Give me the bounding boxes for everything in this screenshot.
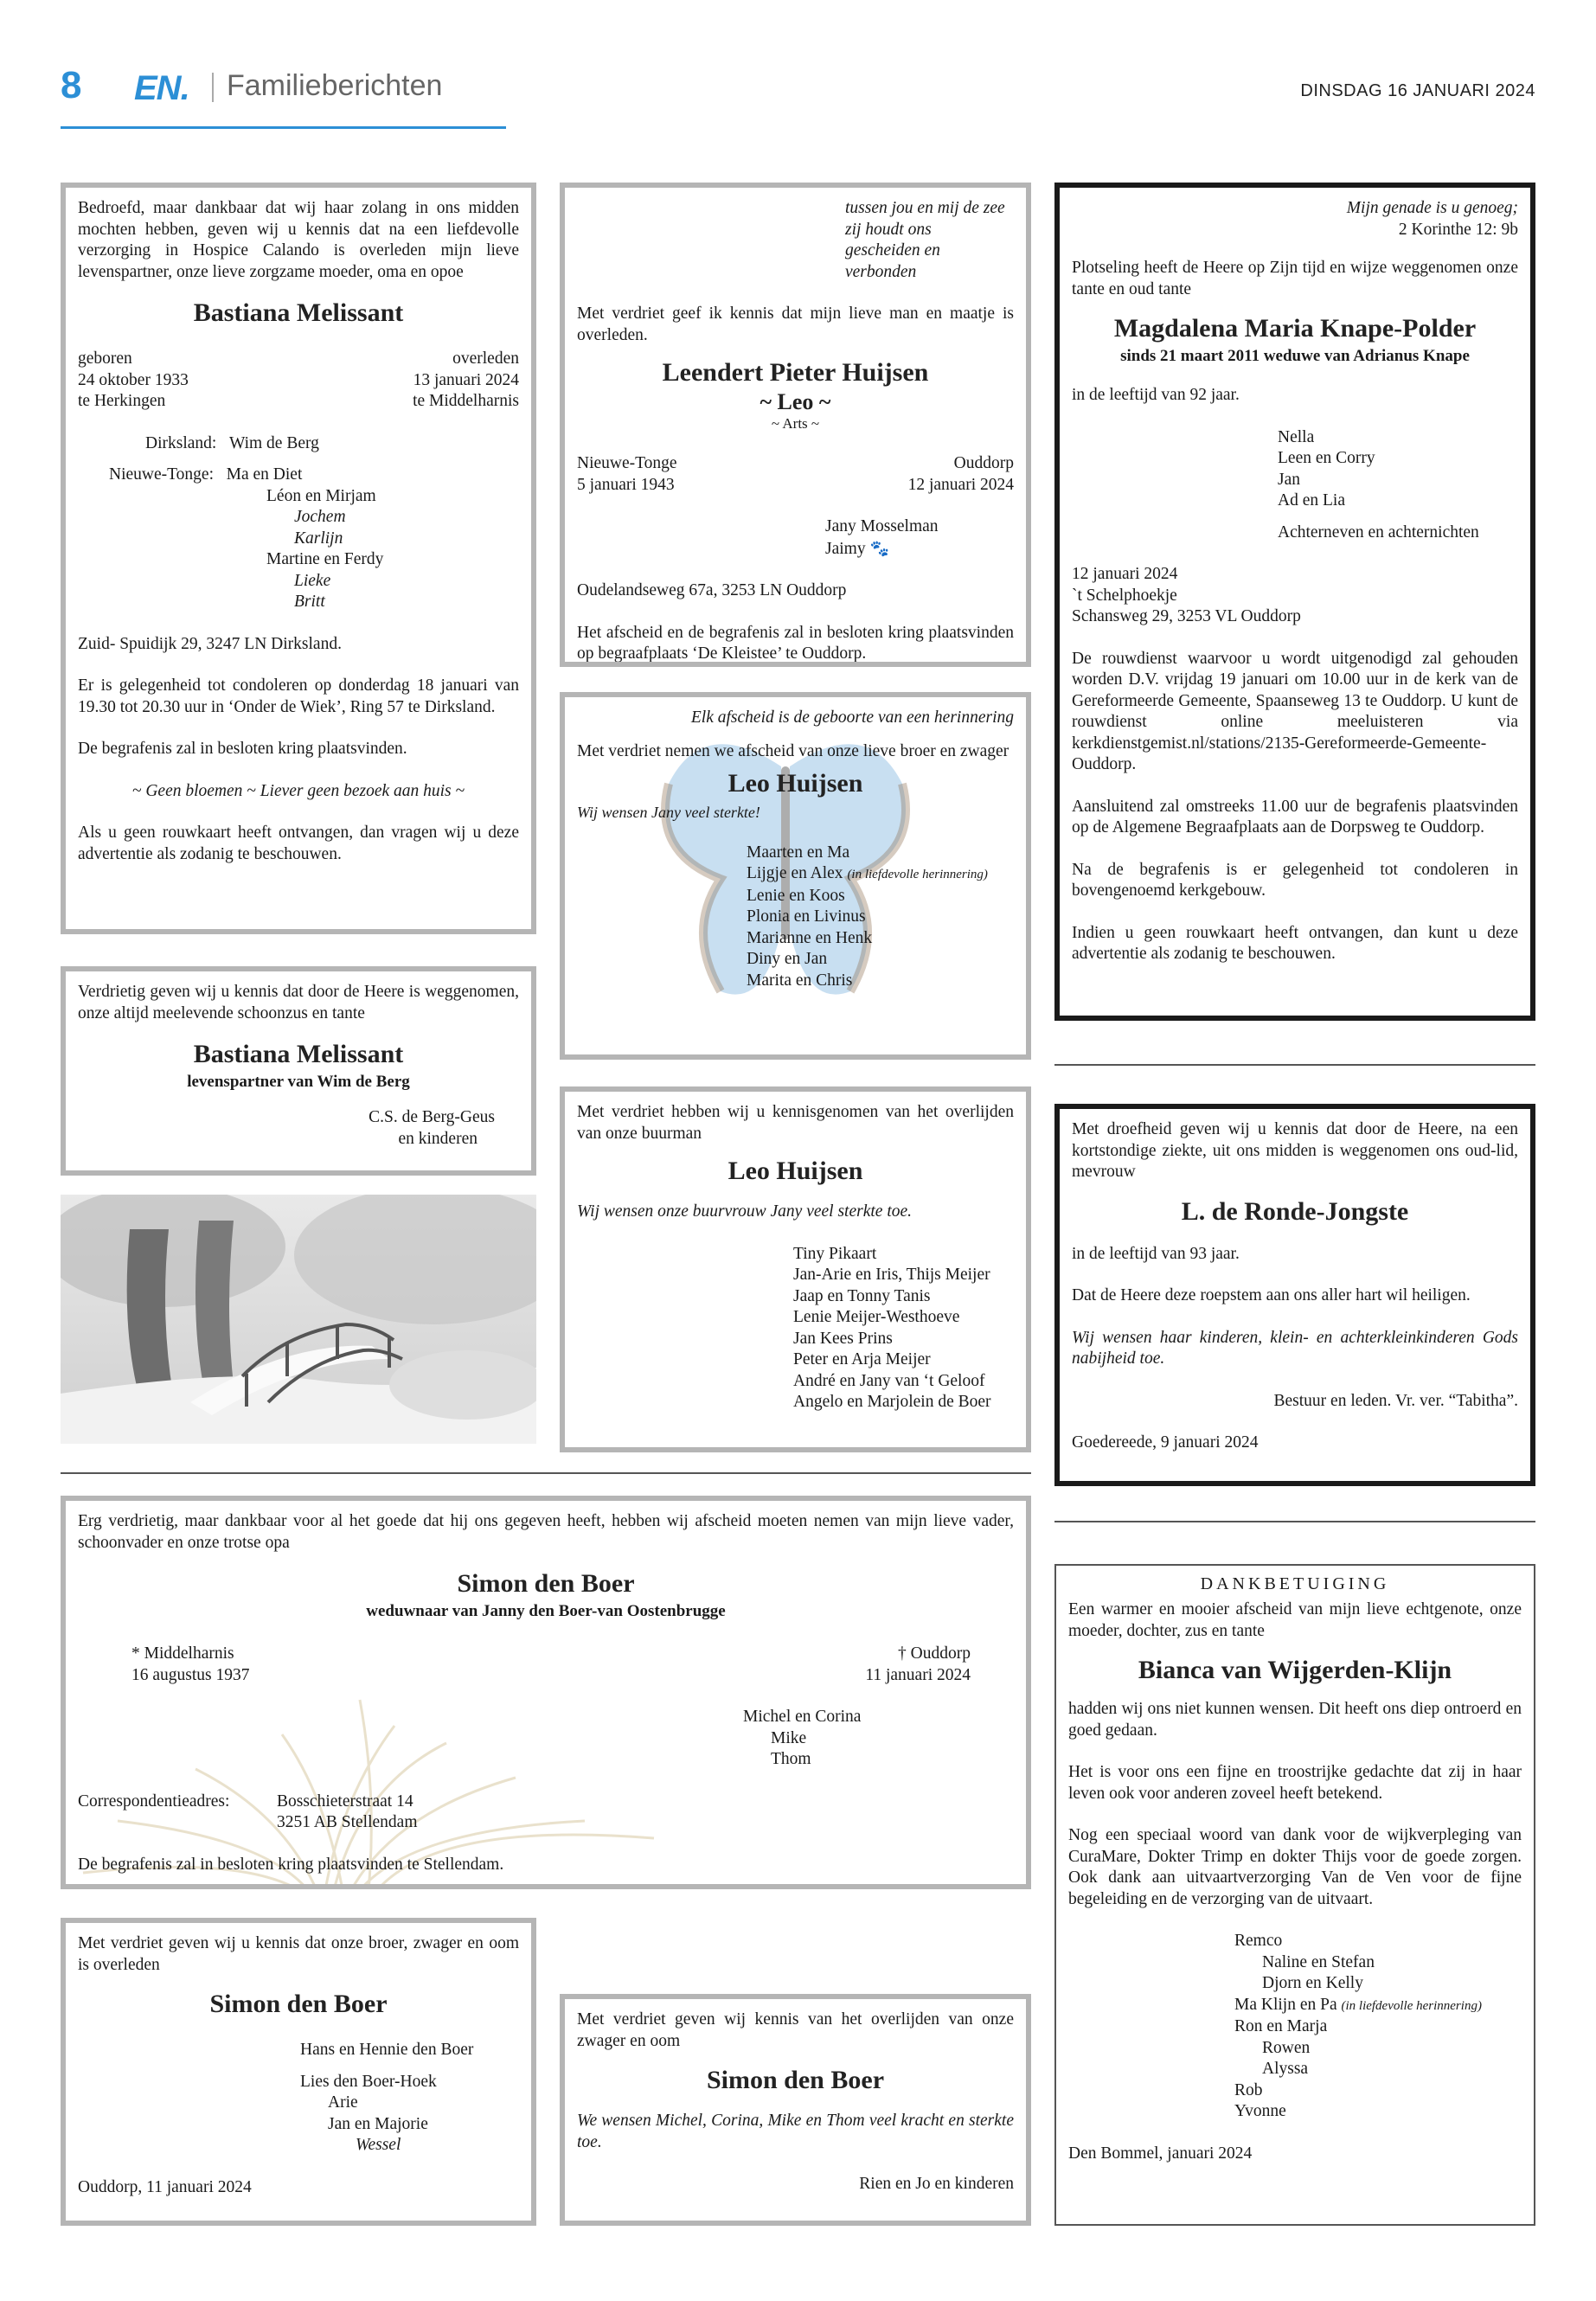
deceased-name: Magdalena Maria Knape-Polder: [1113, 314, 1477, 343]
family-member: Plonia en Livinus: [747, 907, 866, 926]
correspondence-address: 3251 AB Stellendam: [277, 1813, 418, 1831]
died-date: 12 januari 2024: [907, 475, 1014, 494]
family-member: Wessel: [356, 2136, 401, 2154]
deceased-name: Simon den Boer: [457, 1569, 635, 1598]
obituary-magdalena-knape-polder: [1054, 183, 1535, 1021]
died-date: 11 januari 2024: [865, 1665, 971, 1684]
wish-text: Wij wensen haar kinderen, klein- en achterkleinkinderen Gods nabijheid toe.: [1072, 1328, 1518, 1368]
family-member: Thom: [771, 1750, 811, 1768]
poem-line: zij houdt ons: [845, 220, 932, 239]
funeral-info: Aansluitend zal omstreeks 11.00 uur de begrafenis plaatsvinden op de Algemene Begraafplaats aan de Dorpsweg te Ouddorp.: [1072, 797, 1518, 836]
place-date: Goedereede, 9 januari 2024: [1072, 1433, 1259, 1452]
section-title: Familieberichten: [227, 69, 443, 102]
signer-list: [577, 1244, 1014, 1413]
divider: [1054, 1064, 1535, 1066]
text: hadden wij ons niet kunnen wensen. Dit heeft ons diep ontroerd en goed gedaan.: [1068, 1700, 1522, 1740]
born-place: te Herkingen: [78, 392, 166, 410]
wish-text: Wij wensen onze buurvrouw Jany veel sterkte toe.: [577, 1202, 913, 1221]
family-member: Hans en Hennie den Boer: [300, 2041, 474, 2059]
family-member: Lenie en Koos: [747, 886, 845, 905]
deceased-name: Bastiana Melissant: [193, 1040, 404, 1068]
signer: Bestuur en leden. Vr. ver. “Tabitha”.: [1273, 1391, 1518, 1410]
grandchild: Lieke: [294, 571, 331, 590]
memory-note: (in liefdevolle herinnering): [1341, 1998, 1482, 2013]
place-label: Nieuwe-Tonge:: [109, 465, 215, 484]
deceased-name: Leo Huijsen: [727, 1157, 863, 1185]
winter-bridge-image: [61, 1195, 536, 1444]
deceased-name: L. de Ronde-Jongste: [1181, 1196, 1409, 1226]
death-date: 12 januari 2024: [1072, 565, 1178, 583]
family-member: Djorn en Kelly: [1262, 1974, 1363, 1992]
signer: Angelo en Marjolein de Boer: [793, 1393, 991, 1411]
family-member: Naline en Stefan: [1262, 1952, 1375, 1971]
family-member: Nella: [1278, 427, 1315, 446]
correspondence-label: Correspondentieadres:: [78, 1791, 230, 1811]
issue-date: DINSDAG 16 JANUARI 2024: [1300, 81, 1535, 100]
grandchild: Jochem: [294, 508, 346, 526]
intro-text: Met verdriet geven wij kennis van het overlijden van onze zwager en oom: [577, 2010, 1014, 2050]
grandchild: Britt: [294, 593, 325, 611]
born-date: 5 januari 1943: [577, 475, 675, 494]
correspondence-address: Bosschieterstraat 14: [277, 1791, 413, 1811]
acknowledgement-bianca-van-wijgerden-klijn: [1054, 1564, 1535, 2226]
text: Het is voor ons een fijne en troostrijke gedachte dat zij in haar leven ook voor anderen zoveel heeft betekend.: [1068, 1763, 1522, 1803]
family-member: Marianne en Henk: [747, 928, 873, 947]
family-member: Maarten en Ma: [747, 843, 850, 862]
family-member: Jan en Majorie: [328, 2114, 428, 2133]
family-list: [1072, 427, 1518, 544]
deceased-name: Bastiana Melissant: [193, 298, 404, 327]
acknowledgement-heading: DANKBETUIGING: [1200, 1574, 1390, 1593]
age-text: in de leeftijd van 92 jaar.: [1072, 386, 1240, 404]
family-list: [577, 843, 1014, 992]
family-member: Jan: [1278, 470, 1300, 489]
funeral-info: De begrafenis zal in besloten kring plaatsvinden te Stellendam.: [78, 1855, 504, 1874]
condolence-info: Na de begrafenis is er gelegenheid tot condoleren in bovengenoemd kerkgebouw.: [1072, 860, 1518, 900]
divider: [61, 1472, 1031, 1474]
family-member: Diny en Jan: [747, 950, 828, 968]
verse: Mijn genade is u genoeg;: [1346, 199, 1518, 217]
intro-text: Met verdriet nemen we afscheid van onze lieve broer en zwager: [577, 741, 1010, 760]
intro-text: Met verdriet geven wij u kennis dat onze broer, zwager en oom is overleden: [78, 1934, 519, 1974]
wish-text: We wensen Michel, Corina, Mike en Thom veel kracht en sterkte toe.: [577, 2112, 1014, 2151]
poem-line: gescheiden en verbonden: [845, 241, 940, 281]
obituary-leo-huijsen-neighbours: [560, 1086, 1031, 1452]
wish-text: Wij wensen Jany veel sterkte!: [577, 804, 760, 821]
family-member: Marita en Chris: [747, 971, 853, 990]
home-address: Schansweg 29, 3253 VL Ouddorp: [1072, 607, 1301, 625]
signer: André en Jany van ‘t Geloof: [793, 1371, 985, 1390]
family-member: Lijgje en Alex: [747, 864, 843, 882]
family-member: Rowen: [1262, 2038, 1311, 2057]
obituary-de-ronde-jongste: [1054, 1104, 1535, 1486]
subtitle: sinds 21 maart 2011 weduwe van Adrianus Knape: [1120, 347, 1470, 365]
home-address: Oudelandseweg 67a, 3253 LN Ouddorp: [577, 581, 847, 599]
deceased-name: Leo Huijsen: [727, 769, 863, 798]
family-member: Leen en Corry: [1278, 449, 1375, 467]
obituary-bastiana-melissant-family: [61, 966, 536, 1176]
condolence-info: Er is gelegenheid tot condoleren op donderdag 18 januari van 19.30 tot 20.30 uur in ‘Onder de Wiek’, Ring 57 te Dirksland.: [78, 676, 519, 716]
family-member: Mike: [771, 1728, 807, 1747]
house-name: `t Schelphoekje: [1072, 586, 1177, 605]
obituary-simon-den-boer-siblings: [61, 1918, 536, 2226]
died-place: Ouddorp: [953, 454, 1014, 472]
intro-text: Plotseling heeft de Heere op Zijn tijd en wijze weggenomen onze tante en oud tante: [1072, 259, 1518, 298]
place-date: Ouddorp, 11 januari 2024: [78, 2177, 252, 2196]
funeral-info: De begrafenis zal in besloten kring plaatsvinden.: [78, 740, 407, 758]
age-text: in de leeftijd van 93 jaar.: [1072, 1244, 1240, 1263]
motto: Elk afscheid is de geboorte van een herinnering: [690, 708, 1014, 727]
intro-text: Met verdriet hebben wij u kennisgenomen van het overlijden van onze buurman: [577, 1103, 1014, 1143]
page-number: 8: [61, 64, 82, 106]
grandchild: Karlijn: [294, 529, 343, 548]
subtitle: weduwnaar van Janny den Boer-van Oostenbrugge: [366, 1602, 726, 1620]
family-member: Rob: [1234, 2080, 1263, 2099]
thanks-text: Nog een speciaal woord van dank voor de wijkverpleging van CuraMare, Dokter Trimp en dokter Thijs voor de goede zorgen. Ook dank aan uitvaartverzorging Van de Ven voor de fijne begeleiding en de verzorging van de uitvaart.: [1068, 1826, 1522, 1908]
notice-text: Indien u geen rouwkaart heeft ontvangen, dan kunt u deze advertentie als zodanig te beschouwen.: [1072, 923, 1518, 963]
obituary-leo-huijsen-siblings: [560, 692, 1031, 1060]
signer: Jany Mosselman: [825, 517, 939, 535]
died-date: 13 januari 2024: [413, 370, 519, 389]
funeral-info: Het afscheid en de begrafenis zal in besloten kring plaatsvinden op begraafplaats ‘De Kleistee’ te Ouddorp.: [577, 623, 1014, 663]
partner-name: Wim de Berg: [228, 433, 319, 452]
born-date: 24 oktober 1933: [78, 370, 189, 389]
family-member: Ad en Lia: [1278, 491, 1345, 510]
home-address: Zuid- Spuidijk 29, 3247 LN Dirksland.: [78, 634, 342, 653]
newspaper-logo: EN.: [134, 69, 189, 107]
family-member: Ma en Diet: [226, 465, 303, 484]
deceased-name: Simon den Boer: [209, 1990, 388, 2018]
intro-text: Een warmer en mooier afscheid van mijn lieve echtgenote, onze moeder, dochter, zus en tante: [1068, 1600, 1522, 1640]
signer: Jaimy: [825, 539, 866, 558]
born-place: Nieuwe-Tonge: [577, 454, 677, 472]
header-rule: [61, 126, 506, 129]
obituary-leendert-pieter-huijsen: [560, 183, 1031, 667]
intro-text: Met verdriet geef ik kennis dat mijn lieve man en maatje is overleden.: [577, 304, 1014, 344]
family-member: Martine en Ferdy: [266, 550, 384, 568]
memory-note: (in liefdevolle herinnering): [847, 868, 988, 881]
signer: Rien en Jo en kinderen: [859, 2175, 1014, 2193]
deceased-name: Simon den Boer: [706, 2066, 885, 2094]
family-member: Remco: [1234, 1932, 1283, 1950]
divider: [1054, 1521, 1535, 1522]
intro-text: Verdrietig geven wij u kennis dat door de Heere is weggenomen, onze altijd meelevende schoonzus en tante: [78, 983, 519, 1022]
died-place: te Middelharnis: [413, 392, 519, 410]
signer: Lenie Meijer-Westhoeve: [793, 1308, 960, 1326]
died-place: † Ouddorp: [898, 1644, 971, 1663]
obituary-simon-den-boer-in-laws: [560, 1994, 1031, 2226]
born-label: geboren: [78, 349, 132, 368]
born-place: * Middelharnis: [131, 1644, 234, 1663]
family-member: Michel en Corina: [743, 1708, 862, 1726]
signer: C.S. de Berg-Geus: [369, 1108, 495, 1126]
family-member: Lies den Boer-Hoek: [300, 2072, 437, 2091]
place-date: Den Bommel, januari 2024: [1068, 2144, 1253, 2163]
poem-line: tussen jou en mij de zee: [845, 199, 1005, 217]
deceased-name: Leendert Pieter Huijsen: [662, 358, 929, 387]
signer: Tiny Pikaart: [793, 1244, 877, 1263]
family-member: Achterneven en achternichten: [1278, 522, 1479, 542]
signer: Jaap en Tonny Tanis: [793, 1286, 931, 1305]
family-list: [1068, 1931, 1522, 2123]
notice-text: Als u geen rouwkaart heeft ontvangen, dan vragen wij u deze advertentie als zodanig te beschouwen.: [78, 824, 519, 863]
subtitle: levenspartner van Wim de Berg: [187, 1073, 410, 1091]
family-member: Arie: [328, 2093, 358, 2112]
verse-reference: 2 Korinthe 12: 9b: [1398, 220, 1518, 239]
intro-text: Erg verdrietig, maar dankbaar voor al het goede dat hij ons gegeven heeft, hebben wij afscheid moeten nemen van mijn lieve vader, schoonvader en onze trotse opa: [78, 1512, 1014, 1552]
intro-text: Bedroefd, maar dankbaar dat wij haar zolang in ons midden mochten hebben, geven wij u kennis dat na een liefdevolle verzorging in Hospice Calando is overleden mijn lieve levenspartner, onze lieve zorgzame moeder, oma en opoe: [78, 199, 519, 281]
paw-print-icon: 🐾: [869, 539, 889, 557]
nickname: ~ Leo ~: [760, 389, 831, 414]
profession: ~ Arts ~: [771, 415, 820, 432]
family-member: Ron en Marja: [1234, 2017, 1328, 2035]
family-member: Alyssa: [1262, 2060, 1309, 2078]
text: Dat de Heere deze roepstem aan ons aller hart wil heiligen.: [1072, 1286, 1471, 1304]
flowers-note: ~ Geen bloemen ~ Liever geen bezoek aan huis ~: [131, 781, 465, 800]
header-divider: [212, 73, 214, 102]
obituary-simon-den-boer-family: [61, 1496, 1031, 1889]
signer: Jan Kees Prins: [793, 1329, 893, 1348]
died-label: overleden: [452, 349, 519, 368]
signer: Jan-Arie en Iris, Thijs Meijer: [793, 1266, 990, 1284]
signer: en kinderen: [398, 1129, 478, 1148]
family-member: Yvonne: [1234, 2102, 1286, 2120]
obituary-bastiana-melissant: [61, 183, 536, 934]
deceased-name: Bianca van Wijgerden-Klijn: [1138, 1656, 1452, 1684]
intro-text: Met droefheid geven wij u kennis dat door de Heere, na een kortstondige ziekte, uit ons midden is weggenomen ons oud-lid, mevrouw: [1072, 1120, 1518, 1181]
signer: Peter en Arja Meijer: [793, 1350, 931, 1368]
place-label: Dirksland:: [145, 433, 217, 452]
service-info: De rouwdienst waarvoor u wordt uitgenodigd zal gehouden worden D.V. vrijdag 19 januari om 10.00 uur in de kerk van de Gereformeerde Gemeente, Spaanseweg 13 te Ouddorp. U kunt de rouwdienst online meeluisteren via kerkdienstgemist.nl/stations/2135-Gereformeerde-Gemeente-Ouddorp.: [1072, 649, 1518, 773]
born-date: 16 augustus 1937: [131, 1665, 250, 1684]
family-member: Ma Klijn en Pa: [1234, 1995, 1337, 2014]
family-member: Léon en Mirjam: [266, 486, 376, 505]
